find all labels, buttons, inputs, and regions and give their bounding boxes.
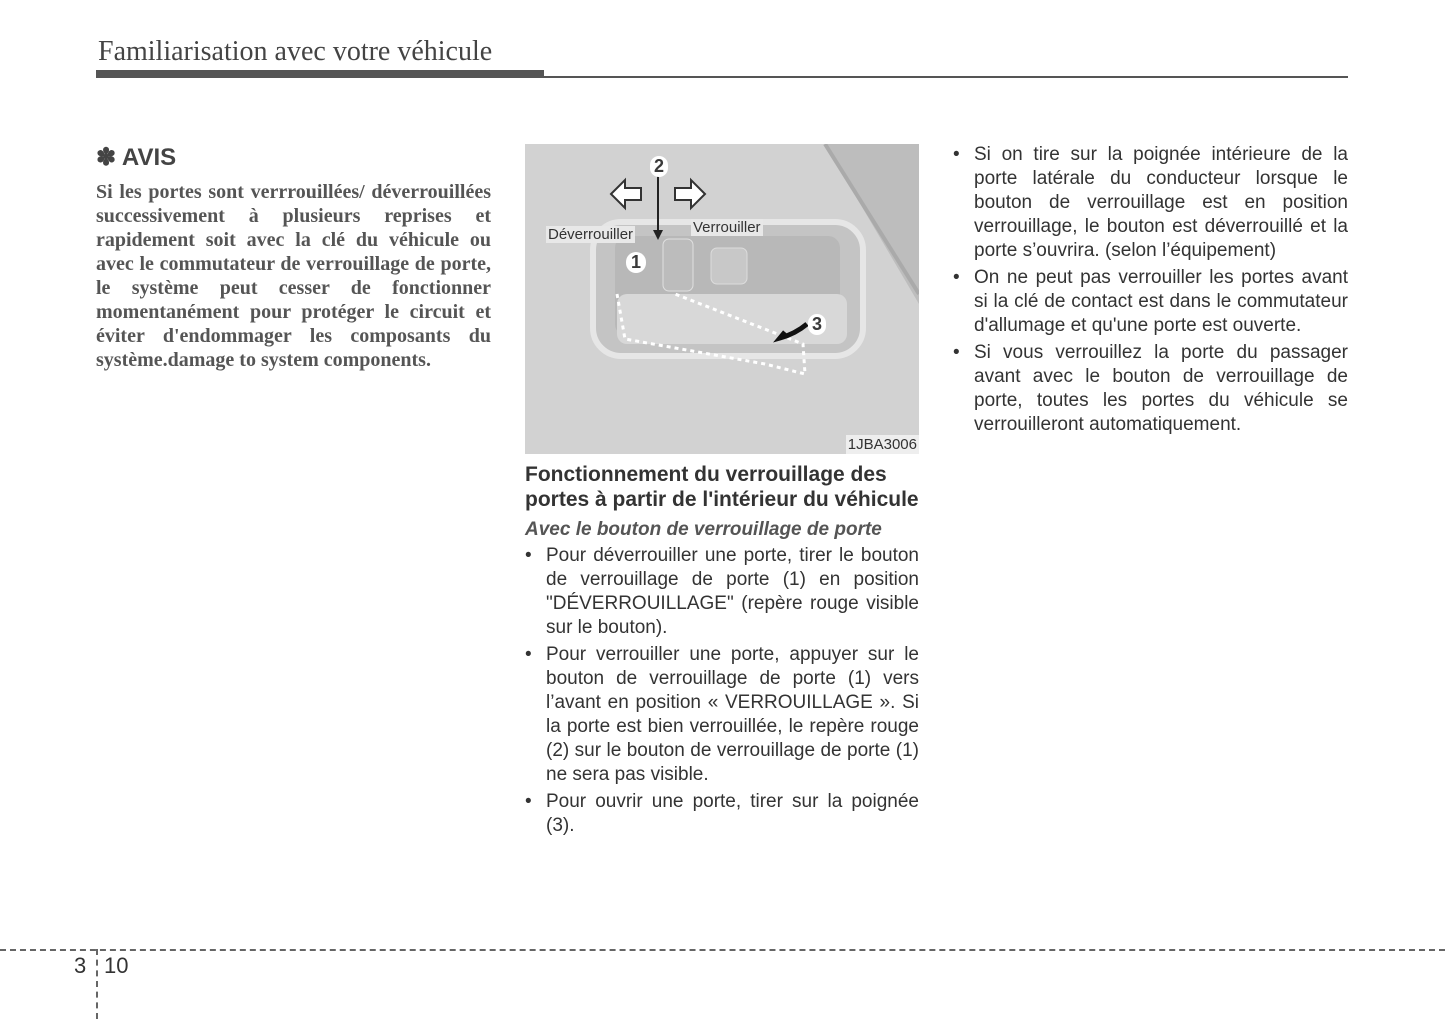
bullet: • — [953, 144, 960, 165]
section-title: Fonctionnement du verrouillage des portes à partir de l'intérieur du véhicule — [525, 463, 919, 511]
notice-column — [96, 143, 491, 372]
bullet: • — [525, 644, 532, 665]
list-item — [525, 790, 919, 838]
list-item — [525, 643, 919, 787]
page-number: 10 — [104, 953, 129, 978]
list-item — [953, 143, 1348, 263]
right-bullets — [953, 143, 1348, 437]
list-item — [953, 266, 1348, 338]
bullet: • — [953, 342, 960, 363]
bullet-text: Pour verrouiller une porte, appuyer sur le bouton de verrouillage de porte (1) vers l’avant en position « VERROUILLAGE ». Si la porte est bien verrouillée, le repère rouge (2) sur le bouton de verrouillage de porte (1) ne sera pas visible. — [546, 644, 919, 785]
notice-body: Si les portes sont verrrouillées/ déverrouillées successivement à plusieurs reprises et rapidement soit avec la clé du véhicule ou avec le commutateur de verrouillage de porte, le système peut cesser de fonctionner momentanément pour protéger le circuit et éviter d'endommager les composants du système.damage to system components. — [96, 181, 491, 371]
bullet-text: Si vous verrouillez la porte du passager avant avec le bouton de verrouillage de porte, toutes les portes du véhicule se verrouilleront automatiquement. — [974, 342, 1348, 435]
callout-2: 2 — [650, 156, 668, 177]
right-column — [953, 141, 1348, 440]
bullet: • — [525, 791, 532, 812]
callout-1: 1 — [626, 252, 646, 273]
section-bullets — [525, 544, 919, 838]
header-bar — [96, 70, 544, 78]
bullet-text: Pour déverrouiller une porte, tirer le bouton de verrouillage de porte (1) en position "DÉVERROUILLAGE" (repère rouge visible sur le bouton). — [546, 545, 919, 638]
list-item — [525, 544, 919, 640]
page-header-title: Familiarisation avec votre véhicule — [98, 36, 493, 67]
footer-divider — [0, 949, 1445, 951]
callout-3: 3 — [808, 314, 826, 335]
bullet-text: On ne peut pas verrouiller les portes avant si la clé de contact est dans le commutateur d'allumage et qu'une porte est ouverte. — [974, 267, 1348, 336]
unlock-label: Déverrouiller — [548, 226, 634, 243]
bullet-text: Si on tire sur la poignée intérieure de la porte latérale du conducteur lorsque le bouton de verrouillage est en position verrouillage, le bouton est déverrouillé et la porte s’ouvrira. (selon l’équipement) — [974, 144, 1348, 261]
list-item — [953, 341, 1348, 437]
header-rule — [544, 76, 1348, 78]
door-handle-figure — [525, 144, 919, 454]
middle-column — [525, 144, 919, 841]
section-subtitle: Avec le bouton de verrouillage de porte — [525, 519, 882, 540]
door-handle-illustration — [525, 144, 919, 454]
section-number: 3 — [74, 953, 87, 978]
notice-heading: ✽ AVIS — [96, 144, 177, 171]
bullet: • — [953, 267, 960, 288]
lock-label: Verrouiller — [693, 219, 761, 236]
figure-code: 1JBA3006 — [847, 436, 917, 453]
footer-vertical-divider — [96, 949, 98, 1019]
bullet: • — [525, 545, 532, 566]
bullet-text: Pour ouvrir une porte, tirer sur la poignée (3). — [546, 791, 919, 836]
